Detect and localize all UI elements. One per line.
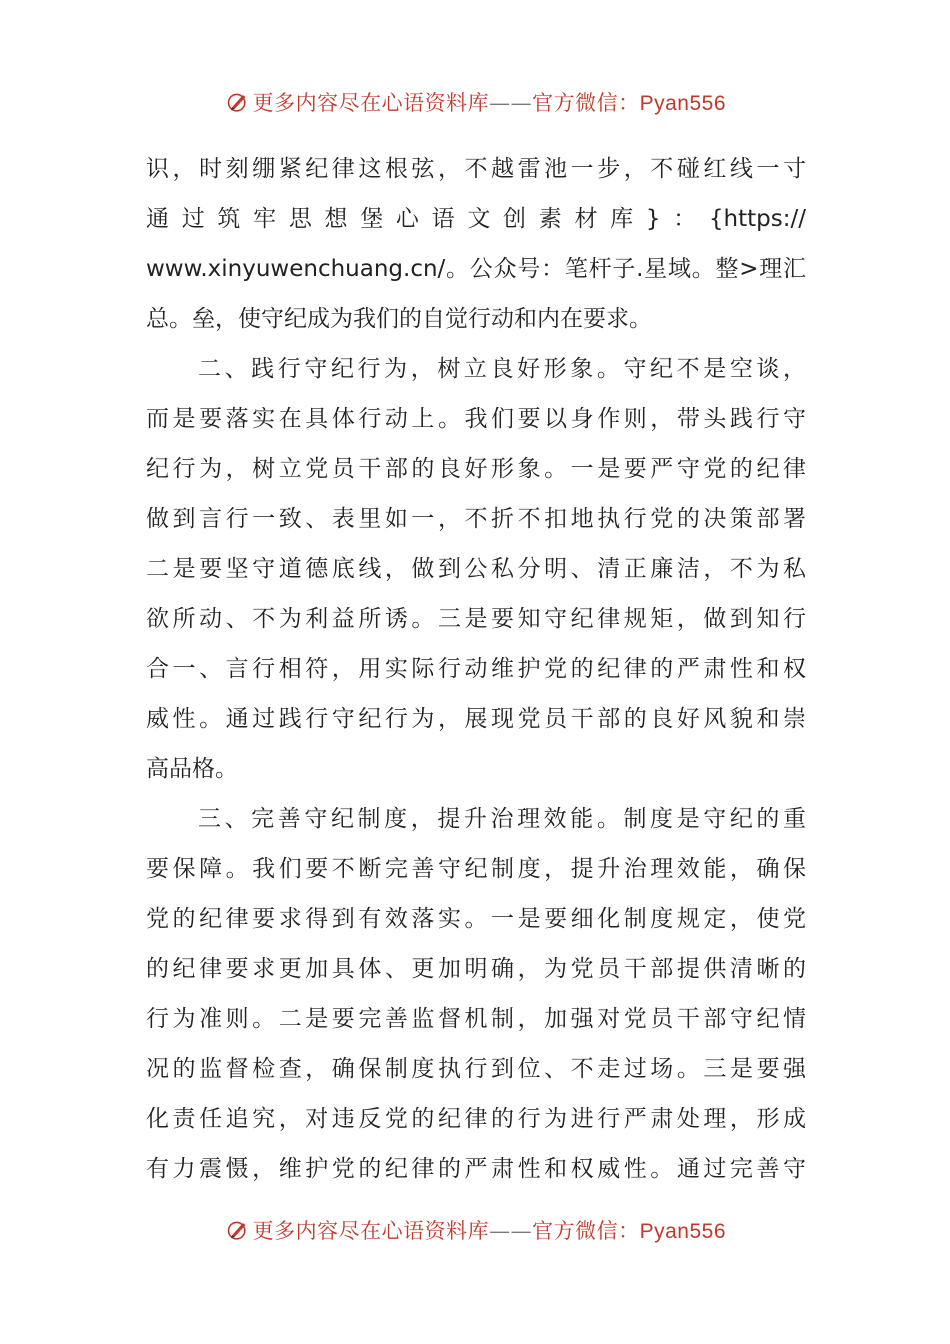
text-line: 行为准则。二是要完善监督机制，加强对党员干部守纪情	[146, 1006, 806, 1032]
header-dash: ——	[489, 91, 533, 115]
text-line: 高品格。	[146, 756, 238, 782]
text-line: 通过筑牢思想堡心语文创素材库}：{https://	[146, 206, 806, 232]
text-line: 总。垒，使守纪成为我们的自觉行动和内在要求。	[146, 306, 652, 332]
text-line: 有力震慑，维护党的纪律的严肃性和权威性。通过完善守	[146, 1156, 806, 1182]
header-official-label: 官方微信：	[532, 91, 640, 115]
text-line: 威性。通过践行守纪行为，展现党员干部的良好风貌和崇	[146, 706, 806, 732]
footer-brand-text: 更多内容尽在心语资料库	[252, 1219, 490, 1243]
text-line: 而是要落实在具体行动上。我们要以身作则，带头践行守	[146, 406, 806, 432]
text-line: www.xinyuwenchuang.cn/。公众号：笔杆子.星域。整>理汇	[146, 256, 806, 282]
text-line: 欲所动、不为利益所诱。三是要知守纪律规矩，做到知行	[146, 606, 806, 632]
section-heading-line: 二、践行守纪行为，树立良好形象。守纪不是空谈，	[198, 356, 806, 382]
text-line: 识，时刻绷紧纪律这根弦，不越雷池一步，不碰红线一寸	[146, 156, 806, 182]
footer-official-label: 官方微信：	[532, 1219, 640, 1243]
header-wechat-id: Pyan556	[639, 92, 726, 115]
text-line: 二是要坚守道德底线，做到公私分明、清正廉洁，不为私	[146, 556, 806, 582]
pen-logo-icon	[226, 84, 249, 120]
footer-wechat-id: Pyan556	[639, 1220, 726, 1243]
text-line: 况的监督检查，确保制度执行到位、不走过场。三是要强	[146, 1056, 806, 1082]
text-line: 合一、言行相符，用实际行动维护党的纪律的严肃性和权	[146, 656, 806, 682]
header-brand-text: 更多内容尽在心语资料库	[252, 91, 490, 115]
footer-dash: ——	[489, 1219, 533, 1243]
header-banner	[226, 82, 726, 122]
document-body	[146, 144, 806, 1194]
section-heading-line: 三、完善守纪制度，提升治理效能。制度是守纪的重	[198, 806, 806, 832]
text-line: 化责任追究，对违反党的纪律的行为进行严肃处理，形成	[146, 1106, 806, 1132]
text-line: 纪行为，树立党员干部的良好形象。一是要严守党的纪律	[146, 456, 806, 482]
text-line: 做到言行一致、表里如一，不折不扣地执行党的决策部署	[146, 506, 806, 532]
footer-banner	[226, 1210, 726, 1250]
text-line: 党的纪律要求得到有效落实。一是要细化制度规定，使党	[146, 906, 806, 932]
text-line: 要保障。我们要不断完善守纪制度，提升治理效能，确保	[146, 856, 806, 882]
text-line: 的纪律要求更加具体、更加明确，为党员干部提供清晰的	[146, 956, 806, 982]
pen-logo-icon	[226, 1212, 249, 1248]
